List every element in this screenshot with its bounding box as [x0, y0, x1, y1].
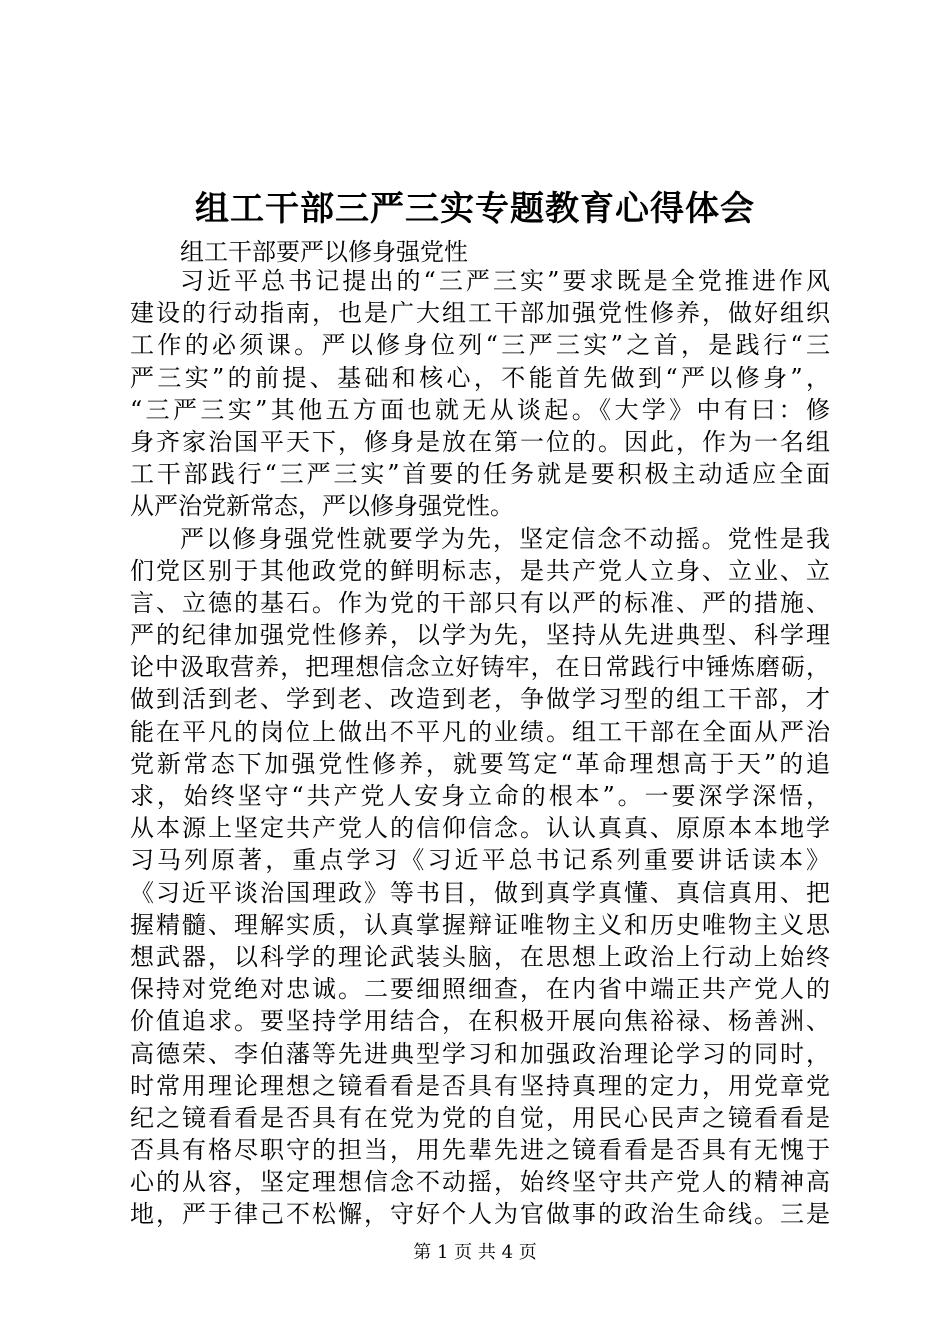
- paragraph-line: 言、立德的基石。作为党的干部只有以严的标准、严的措施、: [130, 588, 830, 617]
- paragraph-line: 握精髓、理解实质，认真掌握辩证唯物主义和历史唯物主义思: [130, 910, 830, 939]
- page-footer: 第 1 页 共 4 页: [413, 1242, 537, 1263]
- paragraph-line: 能在平凡的岗位上做出不平凡的业绩。组工干部在全面从严治: [130, 717, 830, 746]
- paragraph: [130, 265, 830, 523]
- paragraph-line: “三严三实”其他五方面也就无从谈起。《大学》中有曰：修: [130, 395, 830, 424]
- paragraph-line: 心的从容，坚定理想信念不动摇，始终坚守共产党人的精神高: [130, 1168, 830, 1197]
- paragraph: [130, 523, 830, 1231]
- paragraph-line: 否具有格尽职守的担当，用先辈先进之镜看看是否具有无愧于: [130, 1136, 830, 1165]
- paragraph-line: 党新常态下加强党性修养，就要笃定“革命理想高于天”的追: [130, 749, 830, 778]
- paragraph-line: 工干部践行“三严三实”首要的任务就是要积极主动适应全面: [130, 460, 830, 489]
- paragraph-line: 们党区别于其他政党的鲜明标志，是共产党人立身、立业、立: [130, 556, 830, 585]
- paragraph-line: 时常用理论理想之镜看看是否具有坚持真理的定力，用党章党: [130, 1071, 830, 1100]
- paragraph-line: 地，严于律己不松懈，守好个人为官做事的政治生命线。三是: [130, 1200, 830, 1229]
- document-subtitle: 组工干部要严以修身强党性: [180, 238, 468, 266]
- paragraph-line: 论中汲取营养，把理想信念立好铸牢，在日常践行中锤炼磨砺，: [130, 653, 830, 682]
- paragraph-line: 工作的必须课。严以修身位列“三严三实”之首，是践行“三: [130, 331, 830, 360]
- paragraph-line: 求，始终坚守“共产党人安身立命的根本”。一要深学深悟，: [130, 782, 830, 810]
- paragraph-line: 严的纪律加强党性修养，以学为先，坚持从先进典型、科学理: [130, 621, 830, 650]
- paragraph-line: 习近平总书记提出的“三严三实”要求既是全党推进作风: [180, 267, 830, 295]
- paragraph-line: 身齐家治国平天下，修身是放在第一位的。因此，作为一名组: [130, 427, 830, 456]
- paragraph-line: 保持对党绝对忠诚。二要细照细查，在内省中端正共产党人的: [130, 975, 830, 1004]
- document-title: 组工干部三严三实专题教育心得体会: [195, 189, 755, 229]
- paragraph-line: 做到活到老、学到老、改造到老，争做学习型的组工干部，才: [130, 685, 830, 714]
- paragraph-line: 习马列原著，重点学习《习近平总书记系列重要讲话读本》: [130, 846, 830, 875]
- paragraph-line: 从严治党新常态，严以修身强党性。: [130, 492, 514, 521]
- paragraph-line: 建设的行动指南，也是广大组工干部加强党性修养，做好组织: [130, 299, 830, 328]
- paragraph-line: 严以修身强党性就要学为先，坚定信念不动摇。党性是我: [180, 524, 830, 553]
- paragraph-line: 从本源上坚定共产党人的信仰信念。认认真真、原原本本地学: [130, 814, 830, 843]
- paragraph-line: 纪之镜看看是否具有在党为党的自觉，用民心民声之镜看看是: [130, 1103, 830, 1132]
- paragraph-line: 想武器，以科学的理论武装头脑，在思想上政治上行动上始终: [130, 942, 830, 971]
- paragraph-line: 价值追求。要坚持学用结合，在积极开展向焦裕禄、杨善洲、: [130, 1007, 830, 1036]
- paragraph-line: 高德荣、李伯藩等先进典型学习和加强政治理论学习的同时，: [130, 1039, 830, 1068]
- paragraph-line: 《习近平谈治国理政》等书目，做到真学真懂、真信真用、把: [130, 878, 830, 907]
- document-body: [130, 265, 830, 1231]
- paragraph-line: 严三实”的前提、基础和核心，不能首先做到“严以修身”，: [130, 363, 830, 392]
